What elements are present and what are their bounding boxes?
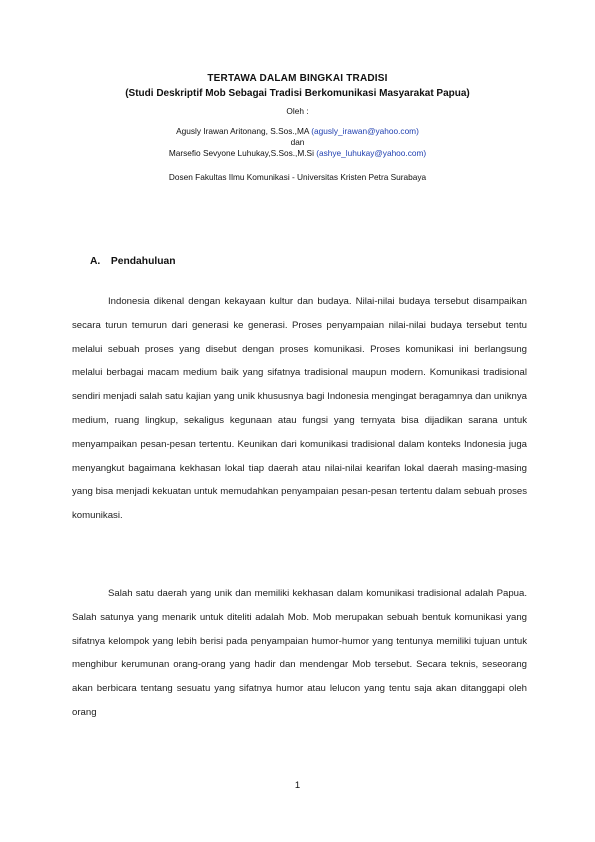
paragraph-1-text: Indonesia dikenal dengan kekayaan kultur dan budaya. Nilai-nilai budaya tersebut disampaikan secara turun temurun dari generasi ke generasi. Proses penyampaian nilai-nilai budaya tersebut tentu melalui sebuah proses yang disebut dengan proses komunikasi. Proses komunikasi ini berlangsung melalui berbagai macam medium baik yang sifatnya tradisional maupun modern. Komunikasi tradisional sendiri menjadi salah satu kajian yang unik khususnya bagi Indonesia mengingat beragamnya dan uniknya medium, ruang lingkup, sekaligus kegunaan atau fungsi yang ternyata bisa dijadikan sarana untuk menyampaikan pesan-pesan tertentu. Keunikan dari komunikasi tradisional dalam konteks Indonesia juga menyangkut bagaimana kekhasan lokal tiap daerah atau nilai-nilai kearifan lokal daerah masing-masing yang bisa menjadi kekuatan untuk memudahkan penyampaian pesan-pesan tertentu dalam sebuah proses komunikasi.	[72, 296, 527, 522]
paper-header	[60, 72, 535, 183]
affiliation: Dosen Fakultas Ilmu Komunikasi - Universitas Kristen Petra Surabaya	[168, 172, 427, 182]
page-number: 1	[294, 780, 301, 791]
paragraph-2-text: Salah satu daerah yang unik dan memiliki kekhasan dalam komunikasi tradisional adalah Papua. Salah satunya yang menarik untuk diteliti adalah Mob. Mob merupakan sebuah bentuk komunikasi yang sifatnya kelompok yang lebih berisi pada penyampaian humor-humor yang tentunya memiliki tujuan untuk menghibur kerumunan orang-orang yang hadir dan mendengar Mob tersebut. Secara teknis, seseorang akan berbicara tentang sesuatu yang sifatnya humor atau lelucon yang tentu saja akan ditanggapi oleh orang	[72, 588, 527, 718]
author-line-2	[60, 148, 535, 159]
paper-title: TERTAWA DALAM BINGKAI TRADISI	[207, 73, 388, 84]
section-heading	[90, 256, 176, 267]
author-1-name: Agusly Irawan Aritonang, S.Sos.,MA	[176, 126, 309, 136]
author-2-email[interactable]: (ashye_luhukay@yahoo.com)	[316, 148, 427, 158]
author-line-1	[60, 126, 535, 137]
paragraph-2	[72, 582, 527, 725]
by-label: Oleh :	[286, 106, 309, 116]
author-2-name: Marsefio Sevyone Luhukay,S.Sos.,M.Si	[168, 148, 314, 158]
and-label: dan	[290, 137, 305, 147]
paper-subtitle: (Studi Deskriptif Mob Sebagai Tradisi Berkomunikasi Masyarakat Papua)	[125, 88, 470, 99]
section-number: A.	[90, 256, 101, 267]
paragraph-1	[72, 290, 527, 528]
author-1-email[interactable]: (agusly_irawan@yahoo.com)	[311, 126, 419, 136]
section-title: Pendahuluan	[110, 256, 176, 267]
